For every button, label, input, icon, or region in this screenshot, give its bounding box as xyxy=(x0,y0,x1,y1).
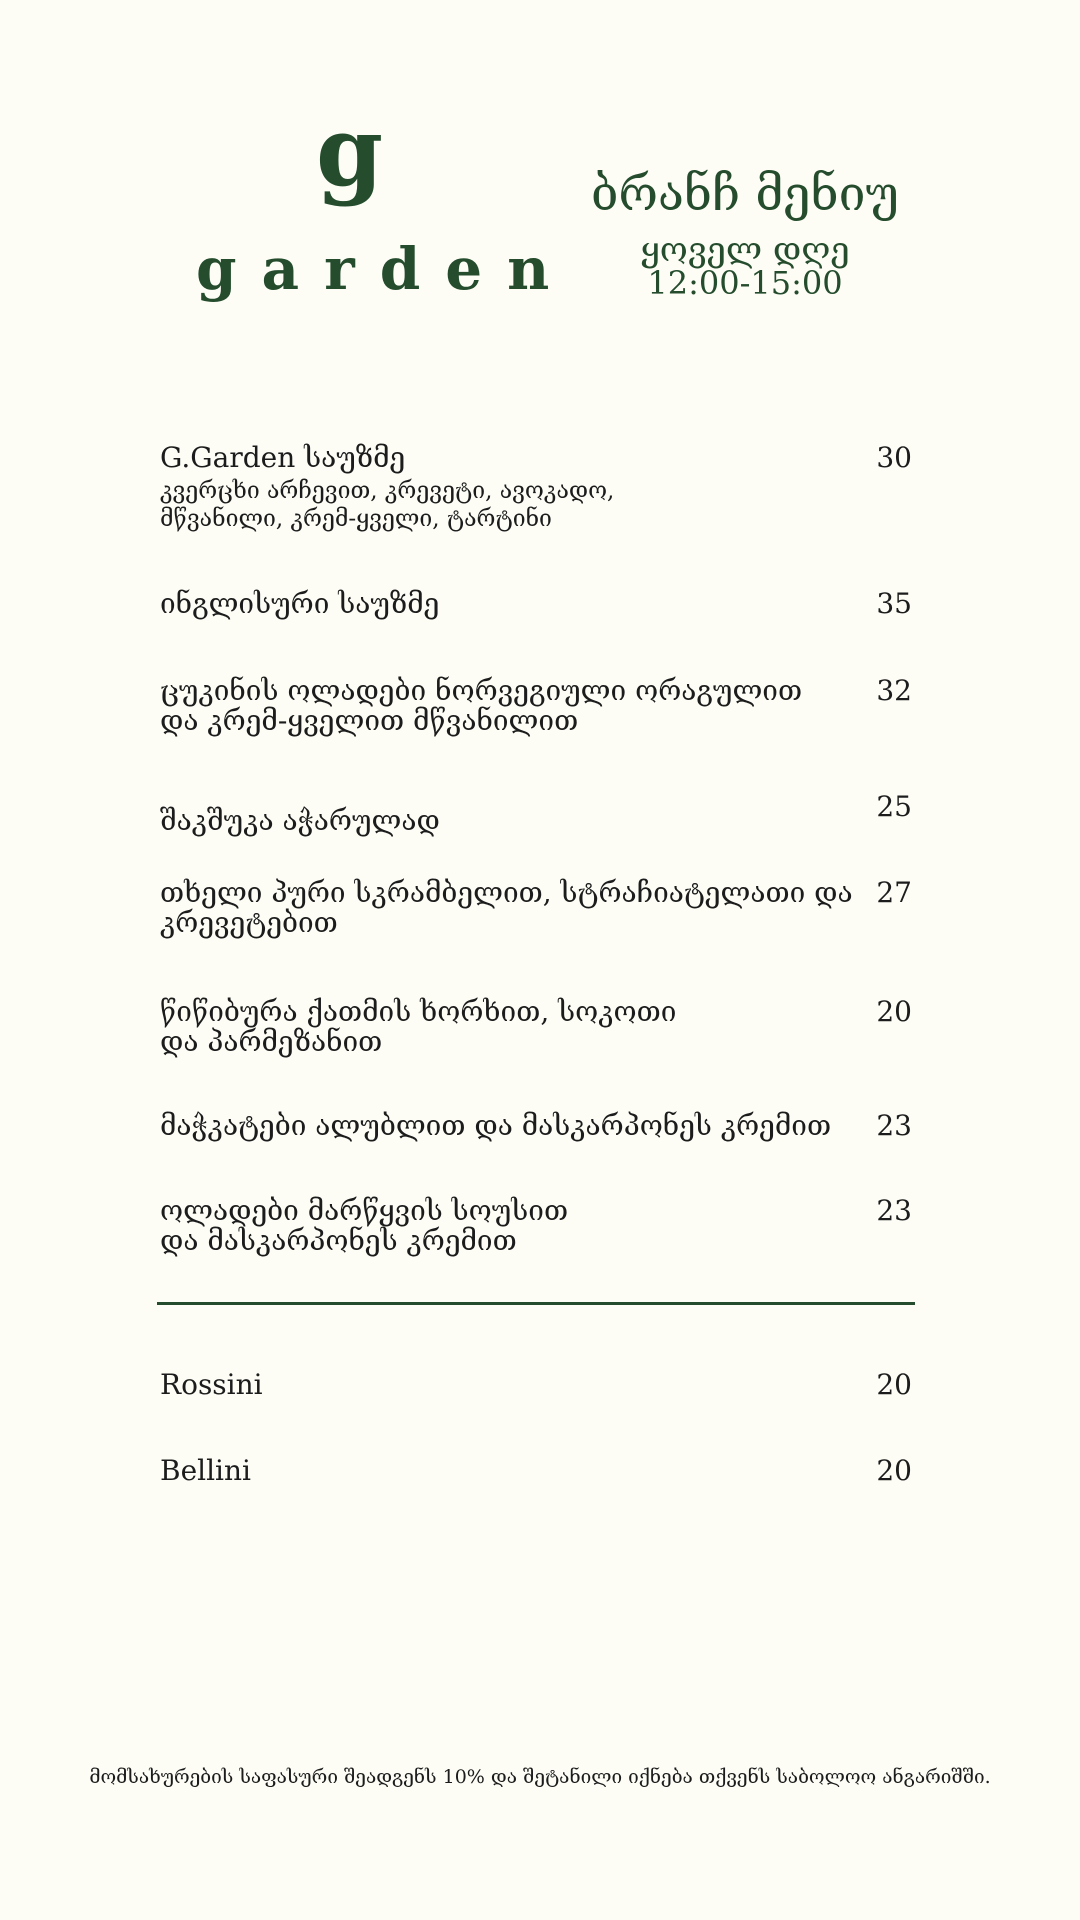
drink-name: Bellini xyxy=(160,1454,251,1487)
drink-price: 20 xyxy=(876,1368,912,1401)
drink-price: 20 xyxy=(876,1454,912,1487)
logo-wordmark: garden xyxy=(196,235,575,303)
item-price: 27 xyxy=(876,876,912,909)
logo-mark: g xyxy=(316,95,384,208)
service-charge-note: მომსახურების საფასური შეადგენს 10% და შეტანილი იქნება თქვენს საბოლოო ანგარიშში. xyxy=(89,1766,991,1788)
item-name-line: თხელი პური სკრამბელით, სტრაჩიატელათი და xyxy=(160,876,853,909)
item-name xyxy=(160,878,860,938)
item-description xyxy=(160,477,860,533)
item-price: 23 xyxy=(876,1194,912,1227)
item-name: მაჭკატები ალუბლით და მასკარპონეს კრემით xyxy=(160,1109,832,1142)
item-name: ინგლისური საუზმე xyxy=(160,587,440,620)
menu-title: ბრანჩ მენიუ xyxy=(591,166,899,222)
drink-name: Rossini xyxy=(160,1368,263,1401)
item-name-line: და მასკარპონეს კრემით xyxy=(160,1224,517,1257)
item-name xyxy=(160,997,860,1057)
item-name: შაკშუკა აჭარულად xyxy=(160,804,440,837)
menu-days: ყოველ დღე xyxy=(640,230,850,270)
item-name-line: და პარმეზანით xyxy=(160,1025,383,1058)
menu-hours: 12:00-15:00 xyxy=(647,264,843,302)
item-name-line: ოლადები მარწყვის სოუსით xyxy=(160,1194,569,1227)
item-name-line: წიწიბურა ქათმის ხორხით, სოკოთი xyxy=(160,995,677,1028)
section-divider xyxy=(157,1302,915,1305)
item-price: 32 xyxy=(876,674,912,707)
item-price: 30 xyxy=(876,441,912,474)
item-name: G.Garden საუზმე xyxy=(160,441,406,474)
item-name xyxy=(160,676,860,736)
item-name-line: ცუკინის ოლადები ნორვეგიული ორაგულით xyxy=(160,674,803,707)
item-description-line: კვერცხი არჩევით, კრევეტი, ავოკადო, xyxy=(160,478,615,504)
item-name xyxy=(160,1196,860,1256)
item-price: 23 xyxy=(876,1109,912,1142)
item-description-line: მწვანილი, კრემ-ყველი, ტარტინი xyxy=(160,506,552,532)
item-price: 20 xyxy=(876,995,912,1028)
item-price: 35 xyxy=(876,587,912,620)
item-name-line: კრევეტებით xyxy=(160,906,338,939)
item-price: 25 xyxy=(876,790,912,823)
item-name-line: და კრემ-ყველით მწვანილით xyxy=(160,704,579,737)
